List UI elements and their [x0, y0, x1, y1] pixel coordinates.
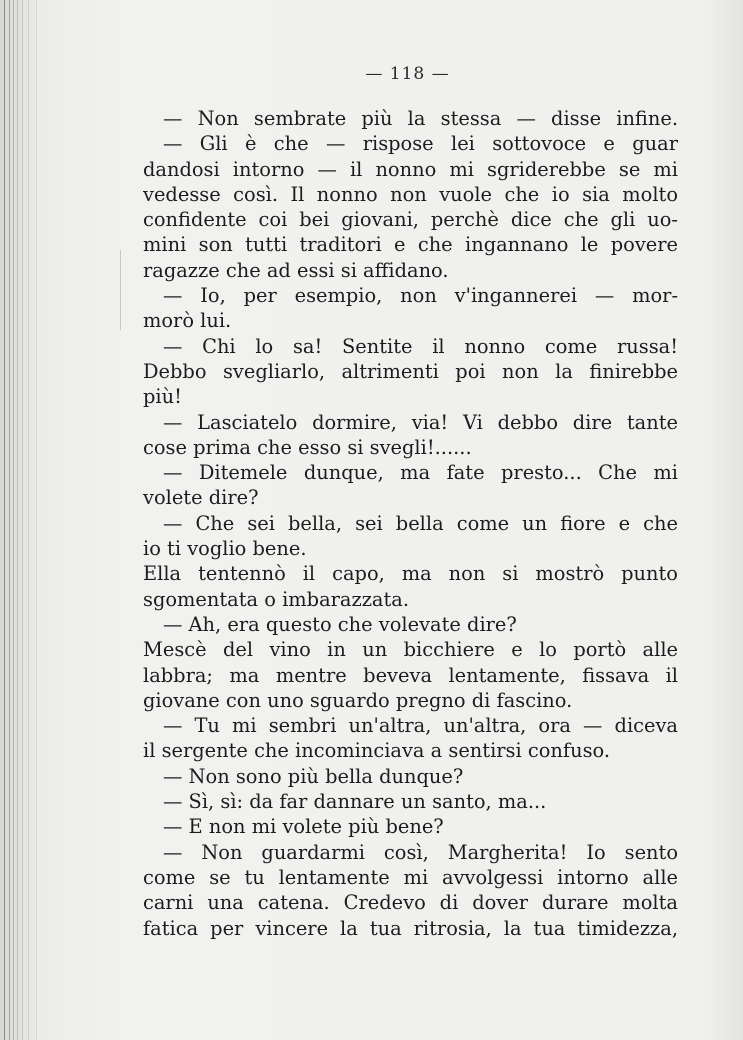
page-edge [36, 0, 37, 1040]
text-line: volete dire? [143, 486, 259, 510]
text-line: — Io, per esempio, non v'ingannerei — mor- [163, 284, 678, 308]
page-edge [13, 0, 14, 1040]
text-line: — Non sembrate più la stessa — disse infine. [163, 107, 678, 130]
text-line: fatica per vincere la tua ritrosia, la tua timidezza, [143, 916, 678, 940]
text-line: — Non sono più bella dunque? [163, 764, 464, 788]
text-line: Ella tentennò il capo, ma non si mostrò punto [143, 562, 678, 586]
page-edge [17, 0, 18, 1040]
text-line: ragazze che ad essi si affidano. [143, 258, 449, 282]
text-line: giovane con uno sguardo pregno di fascino. [143, 688, 573, 712]
page-edge [9, 0, 10, 1040]
text-line: come se tu lentamente mi avvolgessi intorno alle [143, 865, 678, 889]
text-line: più! [143, 385, 182, 409]
text-line: — Sì, sì: da far dannare un santo, ma... [163, 790, 547, 814]
text-line: io ti voglio bene. [143, 537, 307, 561]
text-line: Debbo svegliarlo, altrimenti poi non la finirebbe [143, 359, 678, 383]
body-text [143, 106, 678, 941]
page-edge [22, 0, 23, 1040]
text-line: morò lui. [143, 309, 232, 333]
text-line: — Gli è che — rispose lei sottovoce e guar [163, 132, 678, 156]
text-line: il sergente che incominciava a sentirsi confuso. [143, 739, 611, 763]
text-line: — Ah, era questo che volevate dire? [163, 612, 517, 636]
page-edge [4, 0, 5, 1040]
text-line: carni una catena. Credevo di dover durare molta [143, 891, 678, 915]
text-line: — Non guardarmi così, Margherita! Io sento [163, 840, 678, 864]
text-line: cose prima che esso si svegli!...... [143, 435, 472, 459]
text-line: mini son tutti traditori e che ingannano le povere [143, 233, 678, 257]
text-line: sgomentata o imbarazzata. [143, 587, 409, 611]
text-line: Mescè del vino in un bicchiere e lo portò alle [143, 638, 678, 662]
text-line: — Che sei bella, sei bella come un fiore e che [163, 511, 678, 535]
text-line: confidente coi bei giovani, perchè dice che gli uo- [143, 208, 678, 232]
page-number: — 118 — [365, 64, 450, 84]
text-line: — E non mi volete più bene? [163, 815, 444, 839]
text-line: labbra; ma mentre beveva lentamente, fissava il [143, 663, 678, 687]
text-line: — Lasciatelo dormire, via! Vi debbo dire tante [163, 410, 678, 434]
text-line: — Chi lo sa! Sentite il nonno come russa! [163, 334, 678, 358]
text-line: — Ditemele dunque, ma fate presto... Che mi [163, 461, 678, 485]
text-line: vedesse così. Il nonno non vuole che io sia molto [143, 182, 678, 206]
binding-shadow [120, 250, 121, 330]
text-line: dandosi intorno — il nonno mi sgriderebbe se mi [143, 157, 678, 181]
page-edge [28, 0, 29, 1040]
text-line: — Tu mi sembri un'altra, un'altra, ora — diceva [163, 714, 678, 738]
